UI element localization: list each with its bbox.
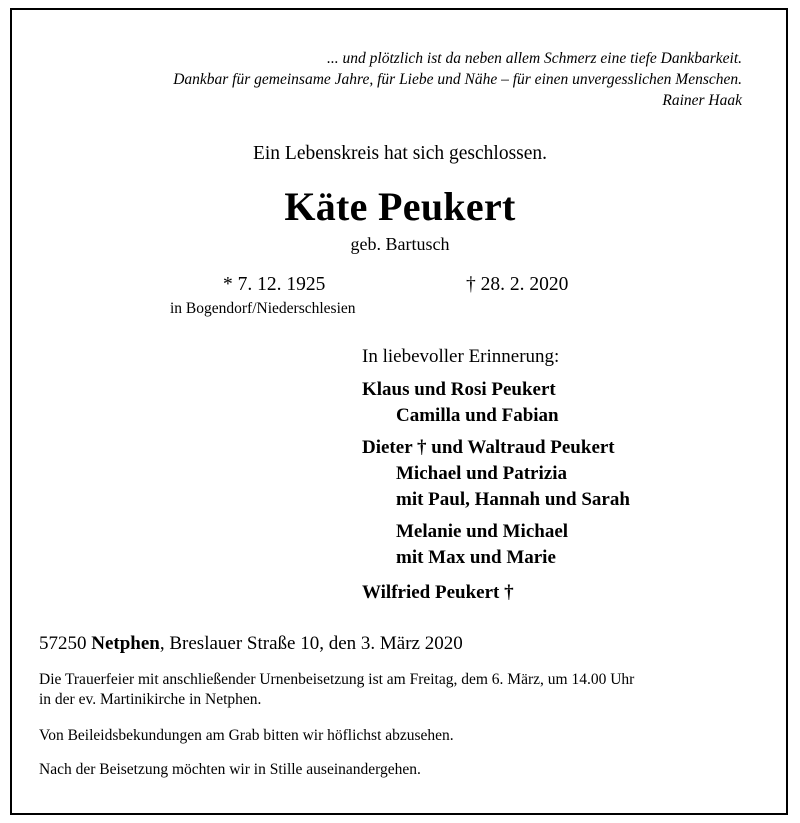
- quote-line-1: ... und plötzlich ist da neben allem Schmerz eine tiefe Dankbarkeit.: [327, 50, 742, 67]
- address-zip: 57250: [39, 633, 87, 654]
- birth-place: in Bogendorf/Niederschlesien: [170, 300, 356, 317]
- quote-block: [173, 48, 742, 111]
- ceremony-line-1: Die Trauerfeier mit anschließender Urnenbeisetzung ist am Freitag, dem 6. März, um 14.00 Uhr: [39, 671, 635, 688]
- mourner-line: mit Paul, Hannah und Sarah: [396, 489, 630, 510]
- mourner-line: Camilla und Fabian: [396, 405, 559, 426]
- mourner-line: Melanie und Michael: [396, 521, 569, 542]
- death-date: † 28. 2. 2020: [466, 274, 569, 295]
- ceremony-line-2: in der ev. Martinikirche in Netphen.: [39, 691, 262, 708]
- mourner-line: Dieter † und Waltraud Peukert: [362, 437, 615, 458]
- ceremony-note: [39, 670, 634, 710]
- quote-line-2: Dankbar für gemeinsame Jahre, für Liebe und Nähe – für einen unvergesslichen Menschen.: [173, 71, 742, 88]
- quote-author: Rainer Haak: [662, 92, 742, 109]
- mourner-line: Klaus und Rosi Peukert: [362, 379, 556, 400]
- mourner-line: mit Max und Marie: [396, 547, 556, 568]
- intro-text: Ein Lebenskreis hat sich geschlossen.: [252, 143, 548, 164]
- address-line: [39, 633, 463, 655]
- mourner-line: Wilfried Peukert †: [362, 582, 514, 603]
- address-rest: , Breslauer Straße 10, den 3. März 2020: [159, 633, 463, 654]
- condolence-note: Von Beileidsbekundungen am Grab bitten wir höflichst abzusehen.: [39, 727, 454, 744]
- mourners-heading: In liebevoller Erinnerung:: [362, 346, 560, 367]
- mourners-block: [362, 346, 630, 606]
- birth-name: geb. Bartusch: [350, 234, 450, 254]
- birth-date: * 7. 12. 1925: [223, 274, 326, 295]
- address-city: Netphen: [91, 633, 160, 654]
- deceased-name: Käte Peukert: [284, 184, 516, 229]
- farewell-note: Nach der Beisetzung möchten wir in Stille auseinandergehen.: [39, 761, 421, 778]
- mourner-line: Michael und Patrizia: [396, 463, 567, 484]
